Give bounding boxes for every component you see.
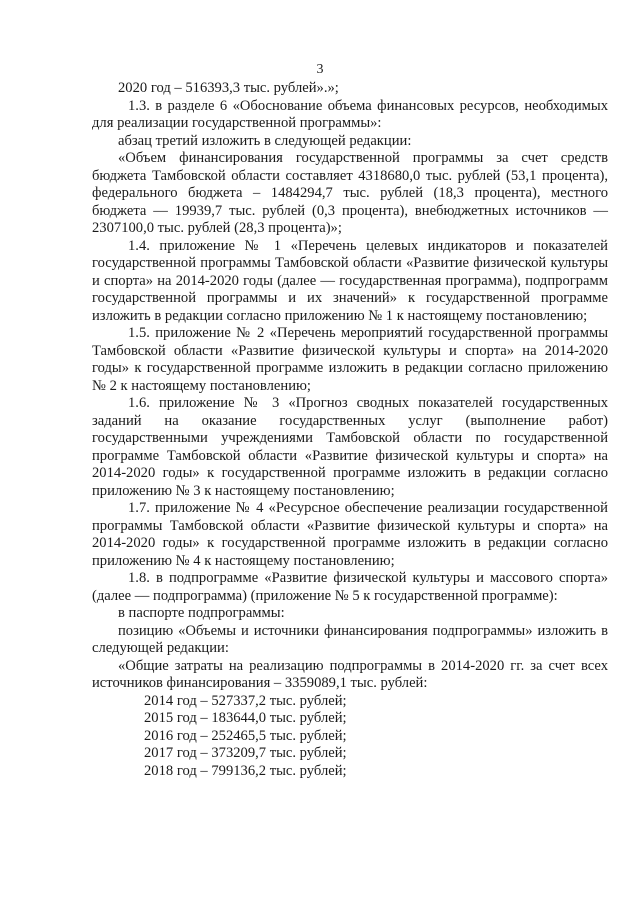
- paragraph-1-8: 1.8. в подпрограмме «Развитие физической культуры и массового спорта» (далее — подпрограмма) (приложение № 5 к государственной программе):: [92, 570, 608, 604]
- paragraph-1-4: 1.4. приложение № 1 «Перечень целевых индикаторов и показателей государственной программы Тамбовской области «Развитие физической культуры и спорта» на 2014-2020 годы (далее — государственная программа), подпрограмм государственной программы и их значений» к государственной программе изложить в редакции согласно приложению № 1 к настоящему постановлению;: [92, 237, 608, 324]
- paragraph-1-3: 1.3. в разделе 6 «Обоснование объема финансовых ресурсов, необходимых для реализации государственной программы»:: [92, 97, 608, 131]
- paragraph-abzac: абзац третий изложить в следующей редакции:: [118, 132, 412, 149]
- paragraph-passport: в паспорте подпрограммы:: [118, 605, 285, 621]
- year-line-2018: 2018 год – 799136,2 тыс. рублей;: [144, 762, 347, 779]
- paragraph-1-5: 1.5. приложение № 2 «Перечень мероприятий государственной программы Тамбовской области «Развитие физической культуры и спорта» на 2014-2020 годы» к государственной программе изложить в редакции согласно приложению № 2 к настоящему постановлению;: [92, 325, 608, 394]
- paragraph-1-7: 1.7. приложение № 4 «Ресурсное обеспечение реализации государственной программы Тамбовской области «Развитие физической культуры и спорта» на 2014-2020 годы» к государственной программе изложить в редакции согласно приложению № 4 к настоящему постановлению;: [92, 500, 608, 569]
- paragraph-year-2020: 2020 год – 516393,3 тыс. рублей».»;: [118, 80, 339, 96]
- year-line-2014: 2014 год – 527337,2 тыс. рублей;: [144, 692, 347, 709]
- paragraph-total-costs: «Общие затраты на реализацию подпрограммы в 2014-2020 гг. за счет всех источников финансирования – 3359089,1 тыс. рублей:: [92, 657, 608, 691]
- year-line-2017: 2017 год – 373209,7 тыс. рублей;: [144, 745, 347, 761]
- paragraph-funding-volume: «Объем финансирования государственной программы за счет средств бюджета Тамбовской области составляет 4318680,0 тыс. рублей (53,1 процента), федерального бюджета – 1484294,7 тыс. рублей (18,3 процента), местного бюджета — 19939,7 тыс. рублей (0,3 процента), внебюджетных источников — 2307100,0 тыс. рублей (28,3 процента)»;: [92, 150, 608, 236]
- paragraph-position: позицию «Объемы и источники финансирования подпрограммы» изложить в следующей редакции:: [92, 622, 608, 656]
- document-body: [92, 80, 608, 780]
- paragraph-1-6: 1.6. приложение № 3 «Прогноз сводных показателей государственных заданий на оказание государственных услуг (выполнение работ) государственными учреждениями Тамбовской области по государственной программе Тамбовской области «Развитие физической культуры и спорта» на 2014-2020 годы» к государственной программе изложить в редакции согласно приложению № 3 к настоящему постановлению;: [92, 395, 608, 499]
- year-line-2016: 2016 год – 252465,5 тыс. рублей;: [144, 727, 347, 744]
- year-line-2015: 2015 год – 183644,0 тыс. рублей;: [144, 710, 347, 726]
- page-number: 3: [316, 62, 324, 77]
